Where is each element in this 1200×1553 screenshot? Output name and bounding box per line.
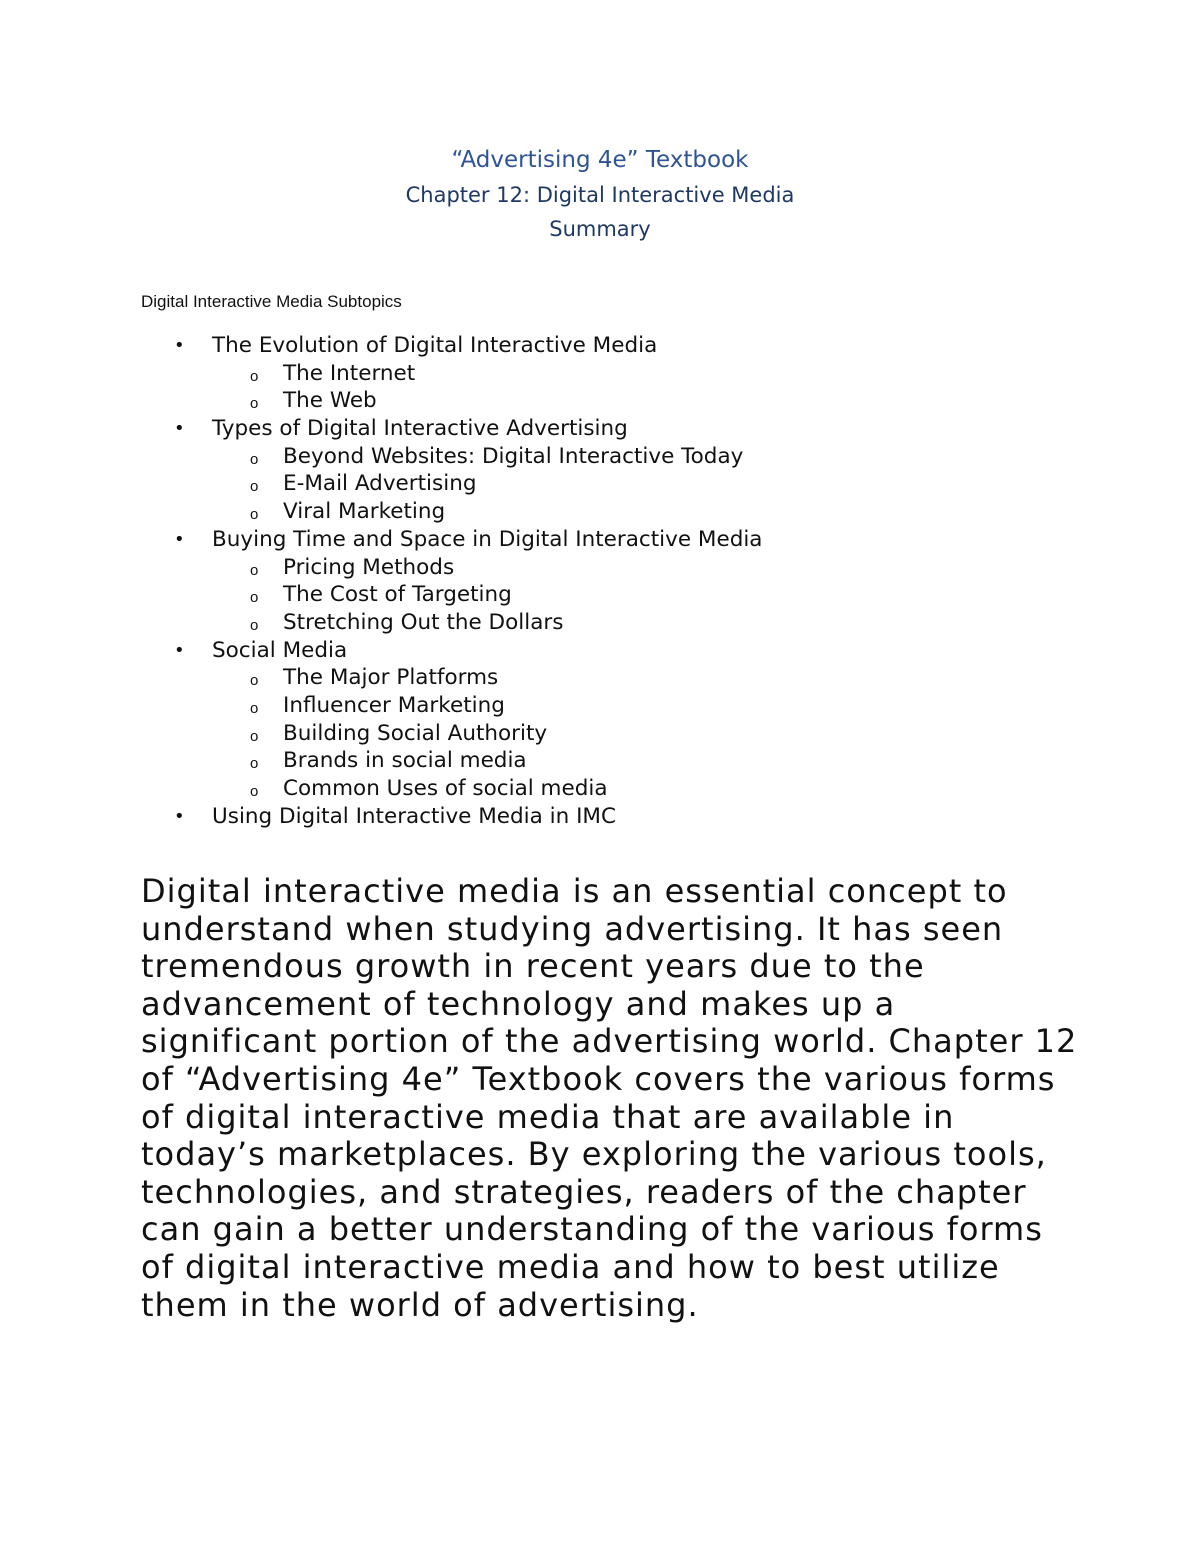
- sub-bullet-marker: o: [250, 672, 259, 690]
- outline-item-label: Beyond Websites: Digital Interactive Today: [283, 443, 744, 469]
- outline-item-label: Stretching Out the Dollars: [283, 609, 564, 635]
- outline-topic: [0, 332, 1000, 360]
- outline-item-label: Building Social Authority: [283, 720, 548, 746]
- sub-bullet-marker: o: [250, 395, 259, 413]
- outline-item-label: The Web: [283, 388, 377, 414]
- sub-bullet-marker: o: [250, 506, 259, 524]
- outline-subtopic: [0, 581, 1000, 609]
- outline-topic: [0, 415, 1000, 443]
- summary-paragraph: Digital interactive media is an essential concept to understand when studying advertising. It has seen tremendous growth in recent years due to the advancement of technology and makes up a significant portion of the advertising world. Chapter 12 of “Advertising 4e” Textbook covers the various forms of digital interactive media that are available in today’s marketplaces. By exploring the various tools, technologies, and strategies, readers of the chapter can gain a better understanding of the various forms of digital interactive media and how to best utilize them in the world of advertising.: [141, 872, 1078, 1324]
- outline-subtopic: [0, 775, 1000, 803]
- bullet-marker: •: [174, 639, 185, 661]
- outline-item-label: E-Mail Advertising: [283, 471, 477, 497]
- outline-item-label: The Evolution of Digital Interactive Media: [212, 333, 658, 358]
- outline-subtopic: [0, 720, 1000, 748]
- outline-item-label: Brands in social media: [283, 748, 527, 774]
- sub-bullet-marker: o: [250, 367, 259, 385]
- outline-subtopic: [0, 664, 1000, 692]
- outline-subtopic: [0, 443, 1000, 471]
- outline-subtopic: [0, 470, 1000, 498]
- chapter-heading: Chapter 12: Digital Interactive Media: [405, 183, 795, 207]
- sub-bullet-marker: o: [250, 450, 259, 468]
- sub-bullet-marker: o: [250, 561, 259, 579]
- outline-item-label: The Cost of Targeting: [283, 582, 512, 608]
- sub-bullet-marker: o: [250, 589, 259, 607]
- outline-subtopic: [0, 747, 1000, 775]
- outline-item-label: Viral Marketing: [283, 499, 446, 525]
- outline-item-label: Types of Digital Interactive Advertising: [212, 416, 628, 442]
- sub-bullet-marker: o: [250, 478, 259, 496]
- outline-item-label: The Major Platforms: [283, 665, 499, 691]
- outline-topic: [0, 803, 1000, 831]
- subtopics-heading: Digital Interactive Media Subtopics: [141, 292, 402, 311]
- bullet-marker: •: [174, 418, 185, 440]
- bullet-marker: •: [174, 528, 185, 550]
- bullet-marker: •: [174, 805, 185, 827]
- outline-subtopic: [0, 498, 1000, 526]
- outline-subtopic: [0, 554, 1000, 582]
- document-title: “Advertising 4e” Textbook: [451, 147, 749, 173]
- outline-item-label: Social Media: [212, 637, 348, 663]
- outline-subtopic: [0, 692, 1000, 720]
- outline-item-label: Using Digital Interactive Media in IMC: [212, 803, 616, 829]
- subtopics-outline: [0, 332, 1000, 830]
- section-heading: Summary: [549, 217, 651, 241]
- outline-item-label: The Internet: [283, 360, 416, 386]
- outline-subtopic: [0, 609, 1000, 637]
- outline-item-label: Pricing Methods: [283, 554, 455, 580]
- sub-bullet-marker: o: [250, 616, 259, 634]
- sub-bullet-marker: o: [250, 755, 259, 773]
- sub-bullet-marker: o: [250, 783, 259, 800]
- outline-item-label: Common Uses of social media: [283, 776, 608, 801]
- outline-topic: [0, 526, 1000, 554]
- outline-subtopic: [0, 360, 1000, 388]
- outline-topic: [0, 637, 1000, 665]
- sub-bullet-marker: o: [250, 727, 259, 745]
- outline-item-label: Buying Time and Space in Digital Interactive Media: [212, 526, 763, 552]
- sub-bullet-marker: o: [250, 699, 259, 717]
- outline-item-label: Influencer Marketing: [283, 692, 505, 718]
- bullet-marker: •: [174, 335, 185, 356]
- outline-subtopic: [0, 387, 1000, 415]
